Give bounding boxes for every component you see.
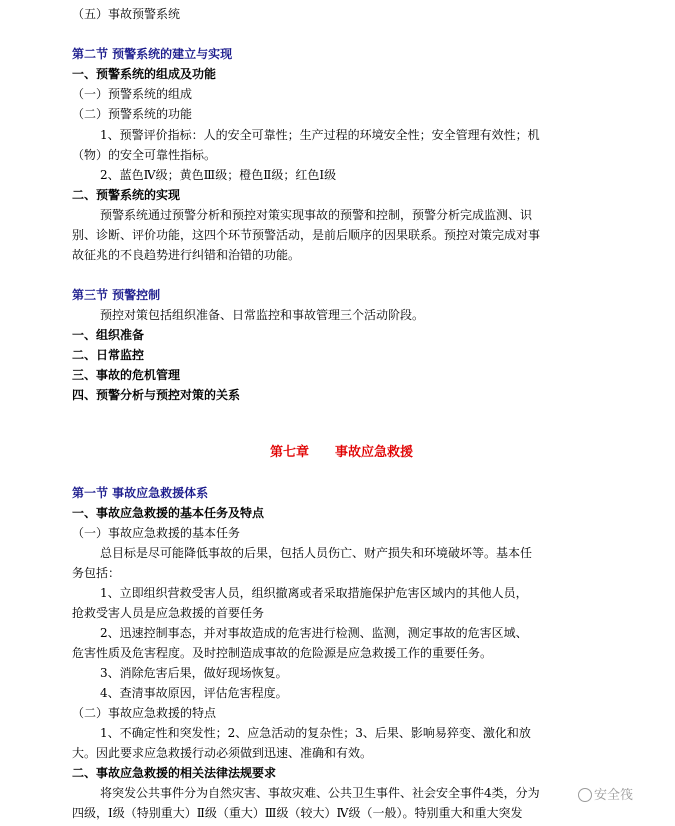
subheading: （一）预警系统的组成 xyxy=(72,87,193,101)
section-heading: 第二节 预警系统的建立与实现 xyxy=(72,47,233,61)
paragraph-line: 1、不确定性和突发性；2、应急活动的复杂性；3、后果、影响易猝变、激化和放 xyxy=(100,726,531,740)
subheading: （二）预警系统的功能 xyxy=(72,107,193,121)
heading: 一、事故应急救援的基本任务及特点 xyxy=(72,506,265,520)
section-heading: 第一节 事故应急救援体系 xyxy=(72,486,209,500)
paragraph-line: 故征兆的不良趋势进行纠错和治错的功能。 xyxy=(72,248,301,262)
watermark xyxy=(578,784,633,803)
heading: 二、预警系统的实现 xyxy=(72,188,181,202)
paragraph-line: 务包括： xyxy=(72,566,121,580)
section-heading: 第三节 预警控制 xyxy=(72,288,161,302)
heading: 一、预警系统的组成及功能 xyxy=(72,67,217,81)
watermark-text: 安全筏 xyxy=(594,788,634,803)
heading: 二、事故应急救援的相关法律法规要求 xyxy=(72,766,277,780)
paragraph-line: 抢救受害人员是应急救援的首要任务 xyxy=(72,606,265,620)
subheading: （二）事故应急救援的特点 xyxy=(72,706,217,720)
paragraph-line: 总目标是尽可能降低事故的后果，包括人员伤亡、财产损失和环境破坏等。基本任 xyxy=(100,546,533,560)
paragraph-line: 1、立即组织营救受害人员，组织撤离或者采取措施保护危害区域内的其他人员， xyxy=(100,586,528,600)
paragraph-line: 四级，Ⅰ级（特别重大）Ⅱ级（重大）Ⅲ级（较大）Ⅳ级（一般）。特别重大和重大突发 xyxy=(72,806,523,820)
wechat-icon xyxy=(578,788,592,802)
subheading: （一）事故应急救援的基本任务 xyxy=(72,526,241,540)
paragraph-line: 预控对策包括组织准备、日常监控和事故管理三个活动阶段。 xyxy=(100,308,425,322)
paragraph-line: 将突发公共事件分为自然灾害、事故灾难、公共卫生事件、社会安全事件4类，分为 xyxy=(100,786,540,800)
paragraph-line: 3、消除危害后果，做好现场恢复。 xyxy=(100,666,288,680)
paragraph-line: 1、预警评价指标：人的安全可靠性；生产过程的环境安全性；安全管理有效性；机 xyxy=(100,128,540,142)
paragraph-line: 危害性质及危害程度。及时控制造成事故的危险源是应急救援工作的重要任务。 xyxy=(72,646,493,660)
paragraph-line: 预警系统通过预警分析和预控对策实现事故的预警和控制，预警分析完成监测、识 xyxy=(100,208,533,222)
subsection-heading: （五）事故预警系统 xyxy=(72,7,181,21)
heading: 二、日常监控 xyxy=(72,348,145,362)
paragraph-line: （物）的安全可靠性指标。 xyxy=(72,148,217,162)
heading: 四、预警分析与预控对策的关系 xyxy=(72,388,241,402)
paragraph-line: 大。因此要求应急救援行动必须做到迅速、准确和有效。 xyxy=(72,746,373,760)
paragraph-line: 2、蓝色Ⅳ级；黄色Ⅲ级；橙色Ⅱ级；红色Ⅰ级 xyxy=(100,168,337,182)
chapter-title: 第七章 事故应急救援 xyxy=(270,445,414,460)
paragraph-line: 2、迅速控制事态，并对事故造成的危害进行检测、监测，测定事故的危害区域、 xyxy=(100,626,528,640)
heading: 一、组织准备 xyxy=(72,328,145,342)
paragraph-line: 别、诊断、评价功能，这四个环节预警活动，是前后顺序的因果联系。预控对策完成对事 xyxy=(72,228,541,242)
heading: 三、事故的危机管理 xyxy=(72,368,181,382)
paragraph-line: 4、查清事故原因，评估危害程度。 xyxy=(100,686,288,700)
